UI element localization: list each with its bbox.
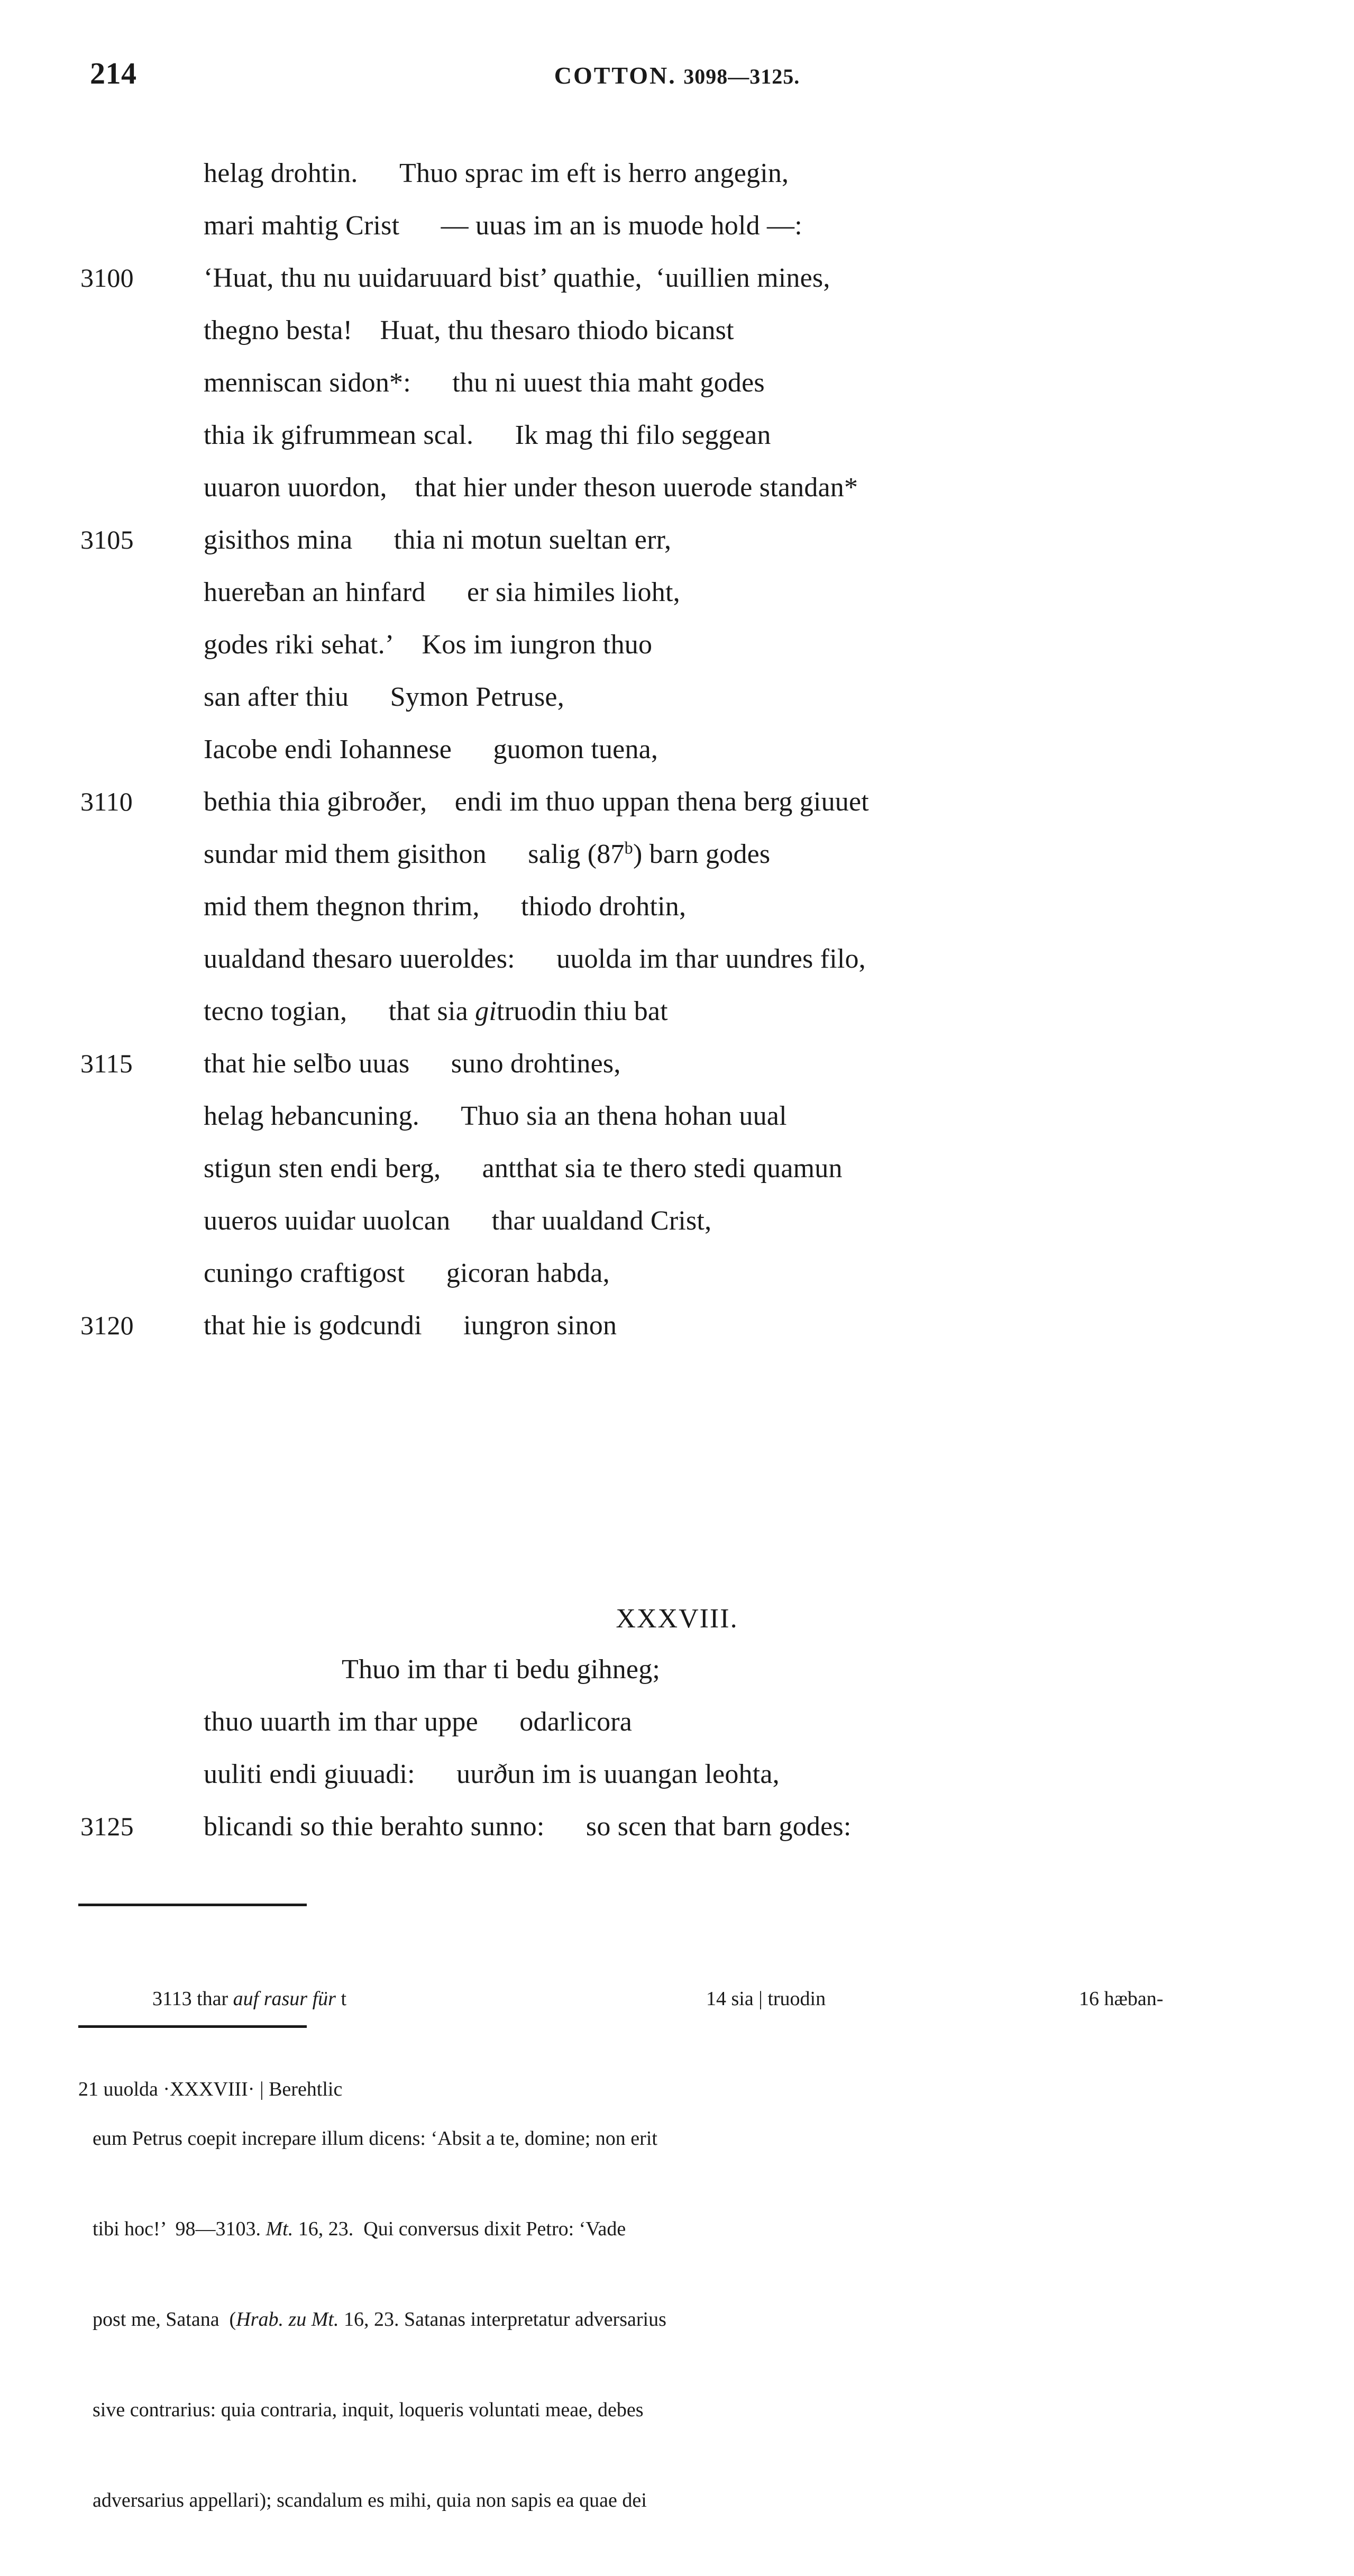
verse-line — [0, 1696, 1354, 1748]
running-title-work: COTTON. — [554, 62, 676, 89]
apparatus-line-ref: 3113 — [152, 1988, 192, 2010]
verse-line-text: sundar mid them gisithon salig (87$^b$) barn godes — [204, 838, 771, 869]
verse-line-text: mari mahtig Crist — uuas im an is muode hold —: — [204, 211, 802, 241]
commentary-line: adversarius appellari); scandalum es mihi, quia non sapis ea quae dei — [93, 2489, 647, 2511]
apparatus-rule-top — [78, 1904, 307, 1906]
verse-line — [0, 618, 1354, 671]
verse-line — [0, 1195, 1354, 1247]
verse-line-text: san after thiu Symon Petruse, — [204, 682, 564, 712]
latin-commentary — [93, 2063, 1293, 2576]
verse-line — [0, 1800, 1354, 1853]
verse-line — [0, 933, 1354, 985]
verse-line-text: ‘Huat, thu nu uuidaruuard bist’ quathie, ‘uuillien mines, — [204, 263, 830, 293]
apparatus-entry-4: 21 uuolda ·XXXVIII· | Berehtlic — [78, 2078, 343, 2100]
verse-line-text: godes riki sehat.’ Kos im iungron thuo — [204, 630, 653, 660]
apparatus-row — [0, 1984, 1354, 2014]
apparatus-note: auf rasur für — [233, 1988, 336, 2010]
verse-line-text: tecno togian, that sia gitruodin thiu bat — [204, 996, 668, 1026]
verse-line-text: Iacobe endi Iohannese guomon tuena, — [204, 734, 658, 764]
verse-line — [0, 723, 1354, 776]
verse-line — [0, 252, 1354, 304]
verse-line-number: 3110 — [80, 787, 133, 816]
commentary-line: tibi hoc!’ 98—3103. Mt. 16, 23. Qui conversus dixit Petro: ‘Vade — [93, 2218, 626, 2240]
verse-line-text: uualdand thesaro uueroldes: uuolda im thar uundres filo, — [204, 944, 866, 974]
verse-line — [0, 1299, 1354, 1352]
verse-line — [0, 1090, 1354, 1142]
verse-body-after-heading — [0, 1643, 1354, 1853]
verse-line-text: thegno besta! Huat, thu thesaro thiodo bicanst — [204, 315, 734, 345]
apparatus-variant: hæban- — [1104, 1988, 1164, 2010]
verse-line — [0, 461, 1354, 514]
verse-line-text: huereƀan an hinfard er sia himiles lioht, — [204, 577, 680, 607]
running-title-range: 3098—3125. — [683, 65, 800, 88]
verse-line-text: cuningo craftigost gicoran habda, — [204, 1258, 610, 1288]
verse-line-text: thuo uuarth im thar uppe odarlicora — [204, 1707, 633, 1737]
running-head — [0, 58, 1354, 95]
verse-line-text: uuaron uuordon, that hier under theson uuerode standan* — [204, 472, 858, 503]
commentary-line: eum Petrus coepit increpare illum dicens: ‘Absit a te, domine; non erit — [93, 2127, 657, 2150]
page-number: 214 — [90, 56, 137, 90]
verse-line — [0, 1037, 1354, 1090]
apparatus-variant: sia | truodin — [731, 1988, 826, 2010]
verse-line-text: helag hebancuning. Thuo sia an thena hohan uual — [204, 1101, 787, 1131]
bible-reference: Mt. — [266, 2218, 294, 2240]
verse-line — [0, 566, 1354, 618]
verse-line — [0, 357, 1354, 409]
verse-body — [0, 147, 1354, 1352]
apparatus-lemma: thar — [197, 1988, 228, 2010]
apparatus-tail: t — [341, 1988, 347, 2010]
verse-line — [0, 671, 1354, 723]
section-heading: XXXVIII. — [616, 1604, 738, 1634]
apparatus-entry-3 — [1079, 1984, 1163, 2014]
verse-line-text: that hie selƀo uuas suno drohtines, — [204, 1049, 621, 1079]
verse-line — [0, 776, 1354, 828]
verse-line — [0, 147, 1354, 199]
verse-line-text: menniscan sidon*: thu ni uuest thia maht godes — [204, 368, 765, 398]
verse-line-text: mid them thegnon thrim, thiodo drohtin, — [204, 891, 687, 922]
running-title — [0, 61, 1354, 89]
verse-line-number: 3100 — [80, 263, 134, 293]
apparatus-entry-2 — [706, 1984, 826, 2014]
verse-line — [0, 304, 1354, 357]
apparatus-line-ref: 14 — [706, 1988, 726, 2010]
verse-line — [0, 880, 1354, 933]
verse-line-text: Thuo im thar ti bedu gihneg; — [204, 1654, 661, 1685]
verse-line — [0, 1247, 1354, 1299]
verse-line — [0, 985, 1354, 1037]
commentary-line: sive contrarius: quia contraria, inquit, loqueris voluntati meae, debes — [93, 2399, 644, 2421]
verse-line-text: uueros uuidar uuolcan thar uualdand Crist, — [204, 1206, 712, 1236]
verse-line-text: blicandi so thie berahto sunno: so scen that barn godes: — [204, 1812, 852, 1842]
verse-line — [0, 199, 1354, 252]
verse-line-text: stigun sten endi berg, antthat sia te thero stedi quamun — [204, 1153, 843, 1184]
verse-line-text: gisithos mina thia ni motun sueltan err, — [204, 525, 672, 555]
verse-line-text: thia ik gifrummean scal. Ik mag thi filo seggean — [204, 420, 771, 450]
commentary-line: post me, Satana (Hrab. zu Mt. 16, 23. Satanas interpretatur adversarius — [93, 2308, 666, 2331]
verse-line — [0, 409, 1354, 461]
verse-line — [0, 1748, 1354, 1800]
verse-line-number: 3120 — [80, 1310, 134, 1340]
verse-line — [0, 514, 1354, 566]
apparatus-line-ref: 16 — [1079, 1988, 1099, 2010]
verse-line-number: 3115 — [80, 1049, 133, 1078]
verse-line-text: bethia thia gibroðer, endi im thuo uppan thena berg giuuet — [204, 787, 869, 817]
verse-line-text: that hie is godcundi iungron sinon — [204, 1310, 617, 1341]
source-reference: Hrab. zu Mt. — [236, 2308, 339, 2331]
verse-line — [0, 1643, 1354, 1696]
verse-line — [0, 828, 1354, 880]
verse-line — [0, 1142, 1354, 1195]
verse-line-text: helag drohtin. Thuo sprac im eft is herro angegin, — [204, 158, 789, 188]
apparatus-entry-1 — [152, 1984, 346, 2014]
verse-line-number: 3125 — [80, 1812, 134, 1841]
verse-line-number: 3105 — [80, 525, 134, 554]
verse-line-text: uuliti endi giuuadi: uurðun im is uuangan leohta, — [204, 1759, 780, 1789]
